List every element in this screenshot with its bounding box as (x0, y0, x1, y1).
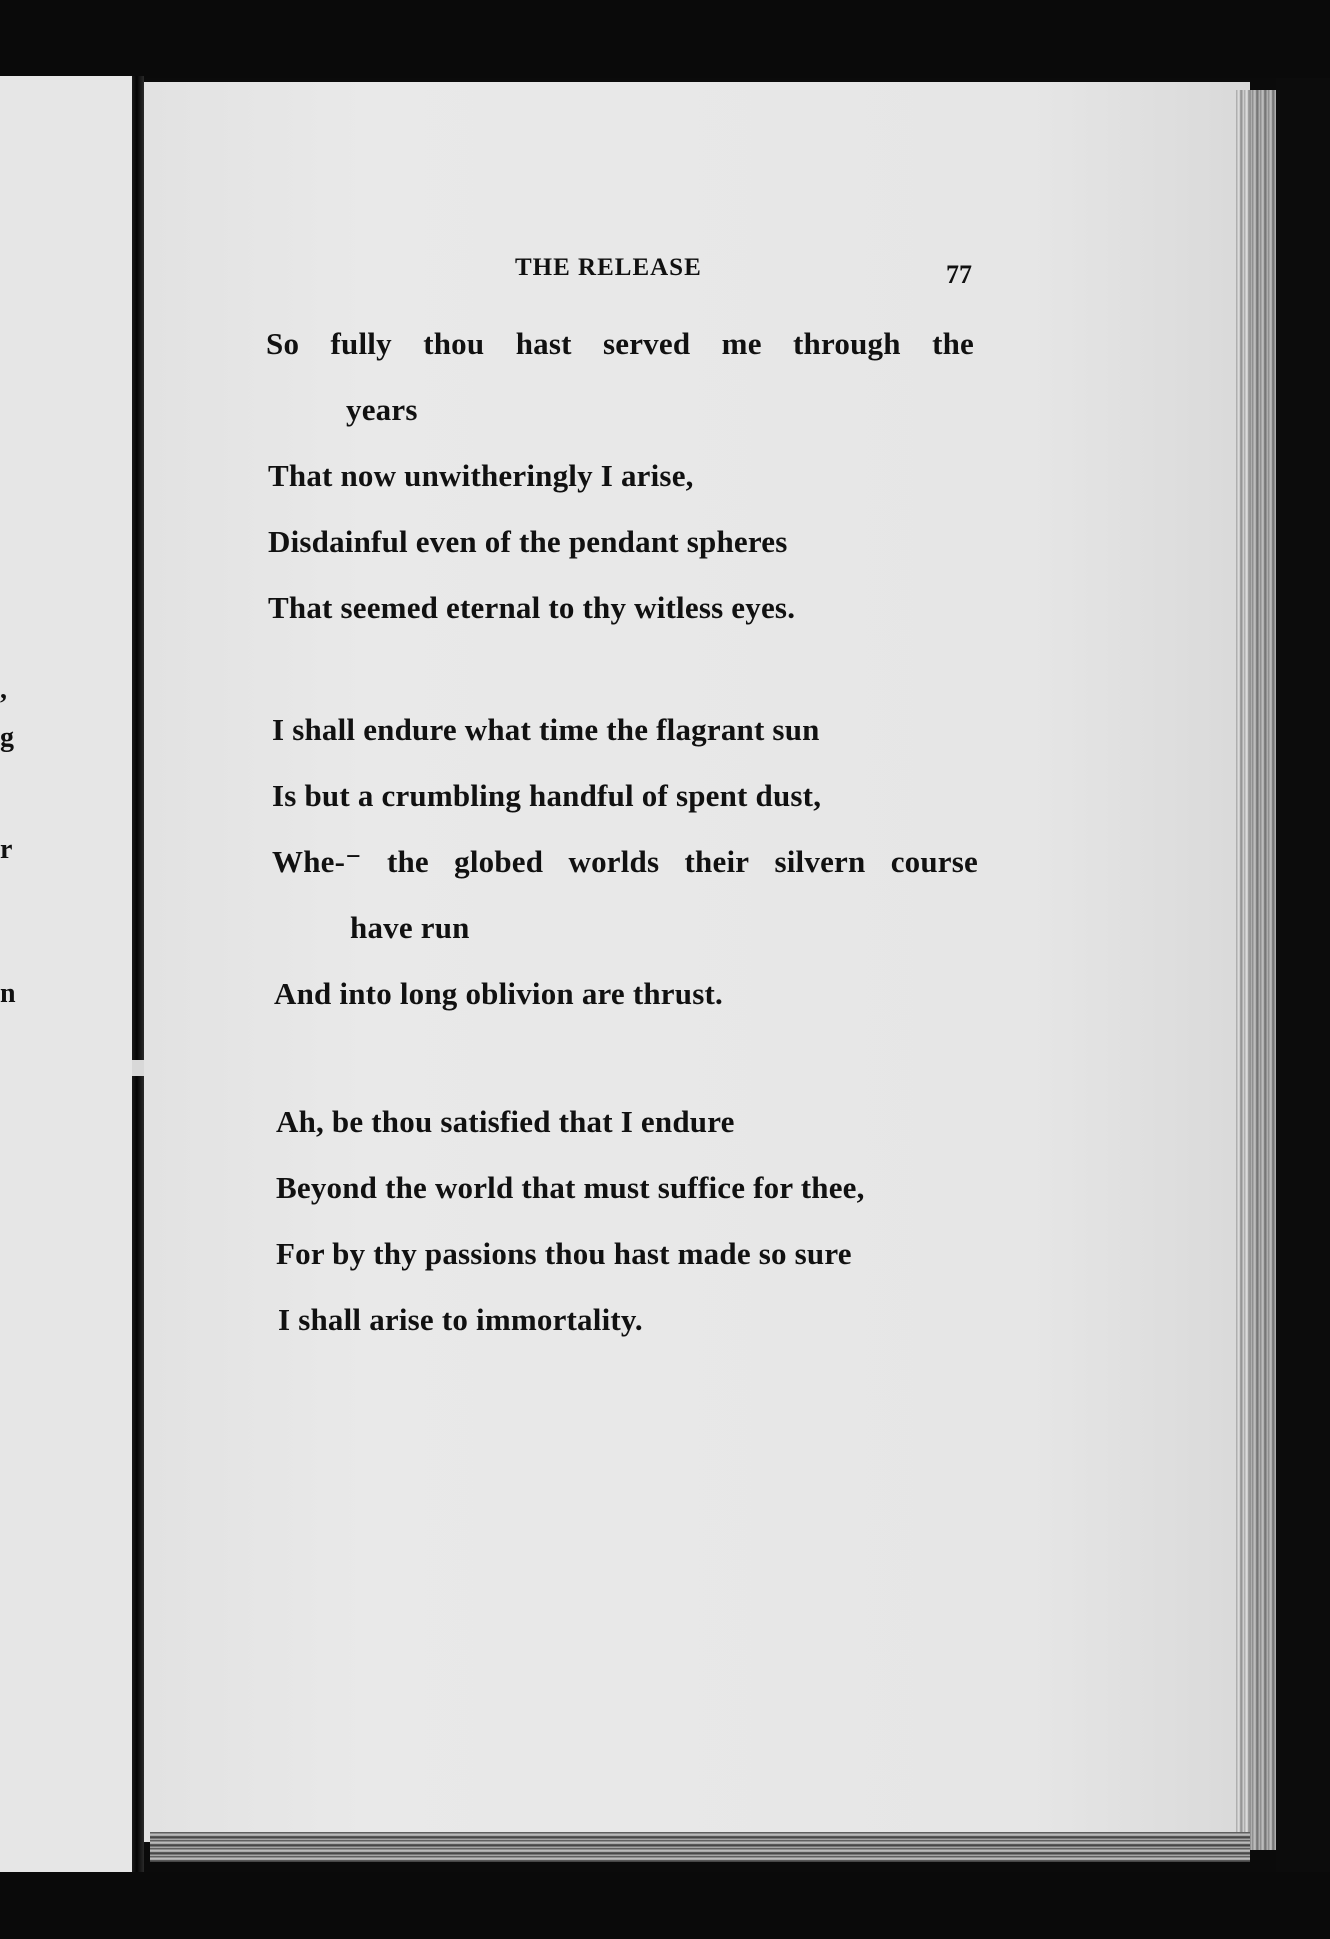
left-page-fragment: g (0, 722, 14, 753)
poem-word: their (684, 844, 750, 879)
poem-line: Ah, be thou satisfied that I endure (276, 1104, 735, 1139)
running-title: THE RELEASE (515, 254, 702, 281)
poem-line-justified (272, 844, 978, 880)
poem-line-continuation: have run (350, 910, 470, 945)
page-edges-right (1236, 90, 1280, 1850)
left-page-fragment: n (0, 978, 16, 1009)
facing-page-left (0, 76, 138, 1876)
poem-word: thou (423, 326, 485, 361)
poem-line: And into long oblivion are thrust. (274, 976, 723, 1011)
poem-line: For by thy passions thou hast made so sure (276, 1236, 852, 1271)
poem-word: me (721, 326, 762, 361)
left-page-fragment: , (0, 674, 7, 705)
poem-line: Disdainful even of the pendant spheres (268, 524, 788, 559)
poem-line-justified (266, 326, 974, 362)
poem-word: course (890, 844, 978, 879)
poem-line: I shall arise to immortality. (278, 1302, 643, 1337)
poem-word: Whe‐⁻ (272, 844, 362, 879)
poem-line-continuation: years (346, 392, 418, 427)
poem-word: globed (454, 844, 544, 879)
poem-word: fully (330, 326, 392, 361)
poem-line: That seemed eternal to thy witless eyes. (268, 590, 796, 625)
poem-word: the (932, 326, 974, 361)
page-edges-bottom (150, 1832, 1250, 1862)
poem-word: through (793, 326, 901, 361)
scan-border-top (0, 0, 1330, 78)
poem-line: Is but a crumbling handful of spent dust, (272, 778, 822, 813)
page-number: 77 (946, 260, 972, 289)
poem-word: So (266, 326, 300, 361)
poem-line: Beyond the world that must suffice for thee, (276, 1170, 865, 1205)
poem-word: silvern (774, 844, 866, 879)
scan-border-right (1276, 78, 1330, 1878)
left-page-fragment: r (0, 834, 13, 865)
poem-line: That now unwitheringly I arise, (268, 458, 694, 493)
poem-word: hast (515, 326, 572, 361)
scan-border-bottom (0, 1872, 1330, 1939)
poem-line: I shall endure what time the flagrant sun (272, 712, 820, 747)
poem-word: worlds (568, 844, 660, 879)
poem-word: the (386, 844, 429, 879)
book-gutter (132, 76, 144, 1876)
gutter-gap (132, 1060, 144, 1076)
poem-word: served (603, 326, 691, 361)
